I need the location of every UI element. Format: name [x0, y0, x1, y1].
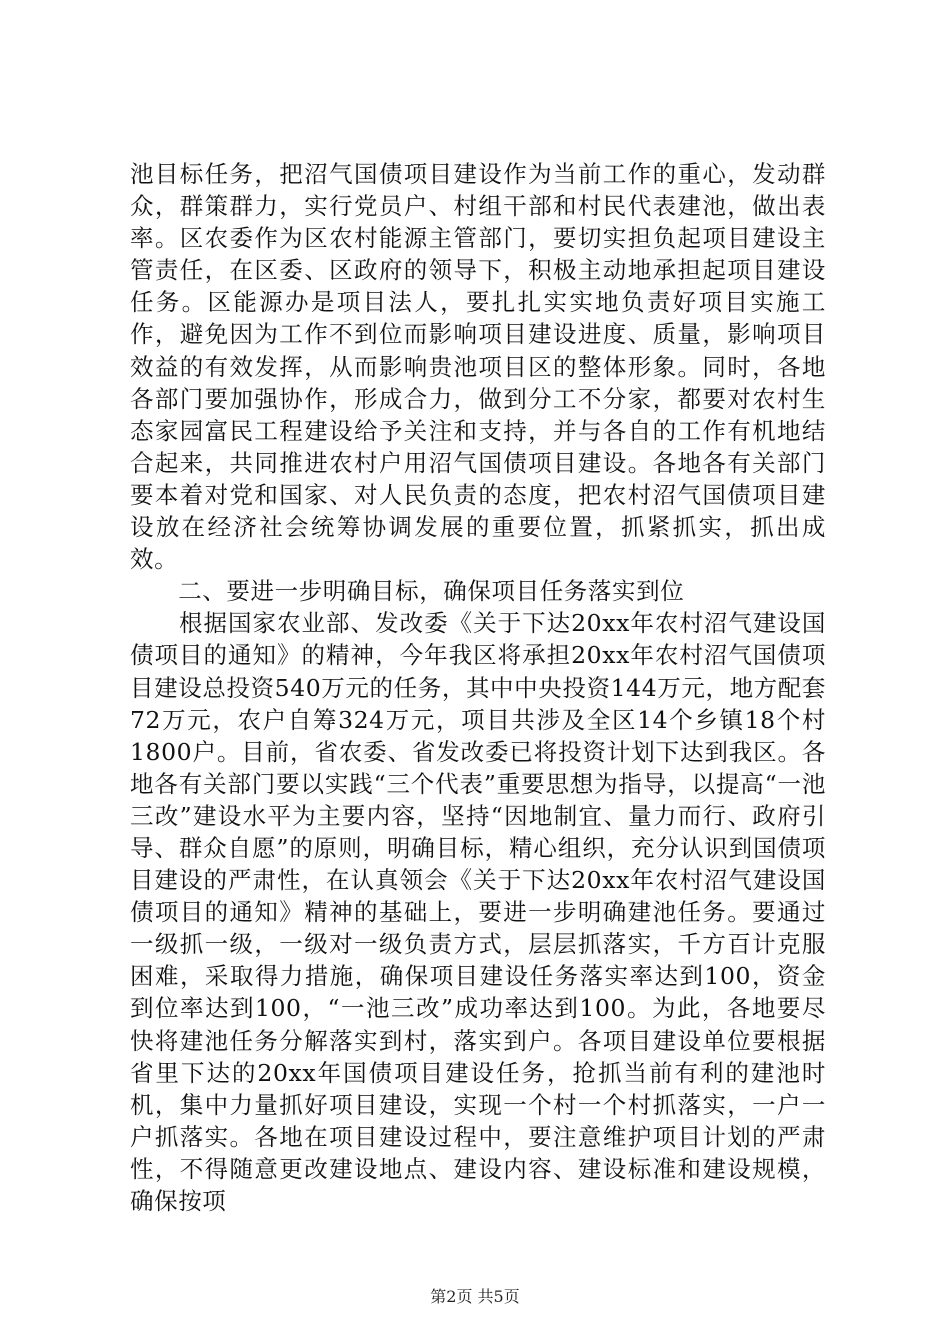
body-paragraph-1: 池目标任务，把沼气国债项目建设作为当前工作的重心，发动群众，群策群力，实行党员户、村组干部和村民代表建池，做出表率。区农委作为区农村能源主管部门，要切实担负起项目建设主管责任，在区委、区政府的领导下，积极主动地承担起项目建设任务。区能源办是项目法人，要扎扎实实地负责好项目实施工作，避免因为工作不到位而影响项目建设进度、质量，影响项目效益的有效发挥，从而影响贵池项目区的整体形象。同时，各地各部门要加强协作，形成合力，做到分工不分家，都要对农村生态家园富民工程建设给予关注和支持，并与各自的工作有机地结合起来，共同推进农村户用沼气国债项目建设。各地各有关部门要本着对党和国家、对人民负责的态度，把农村沼气国债项目建设放在经济社会统筹协调发展的重要位置，抓紧抓实，抓出成效。	[130, 160, 826, 574]
body-paragraph-3: 根据国家农业部、发改委《关于下达20xx年农村沼气建设国债项目的通知》的精神，今年我区将承担20xx年农村沼气国债项目建设总投资540万元的任务，其中中央投资144万元，地方配套72万元，农户自筹324万元，项目共涉及全区14个乡镇18个村1800户。目前，省农委、省发改委已将投资计划下达到我区。各地各有关部门要以实践“三个代表”重要思想为指导，以提高“一池三改”建设水平为主要内容，坚持“因地制宜、量力而行、政府引导、群众自愿”的原则，明确目标，精心组织，充分认识到国债项目建设的严肃性，在认真领会《关于下达20xx年农村沼气建设国债项目的通知》精神的基础上，要进一步明确建池任务。要通过一级抓一级，一级对一级负责方式，层层抓落实，千方百计克服困难，采取得力措施，确保项目建设任务落实率达到100，资金到位率达到100，“一池三改”成功率达到100。为此，各地要尽快将建池任务分解落实到村，落实到户。各项目建设单位要根据省里下达的20xx年国债项目建设任务，抢抓当前有利的建池时机，集中力量抓好项目建设，实现一个村一个村抓落实，一户一户抓落实。各地在项目建设过程中，要注意维护项目计划的严肃性，不得随意更改建设地点、建设内容、建设标准和建设规模，确保按项	[130, 609, 826, 1215]
page-footer: 第2页 共5页	[430, 1287, 520, 1306]
section-heading-2: 二、要进一步明确目标，确保项目任务落实到位	[130, 577, 685, 606]
document-body	[130, 158, 826, 1217]
